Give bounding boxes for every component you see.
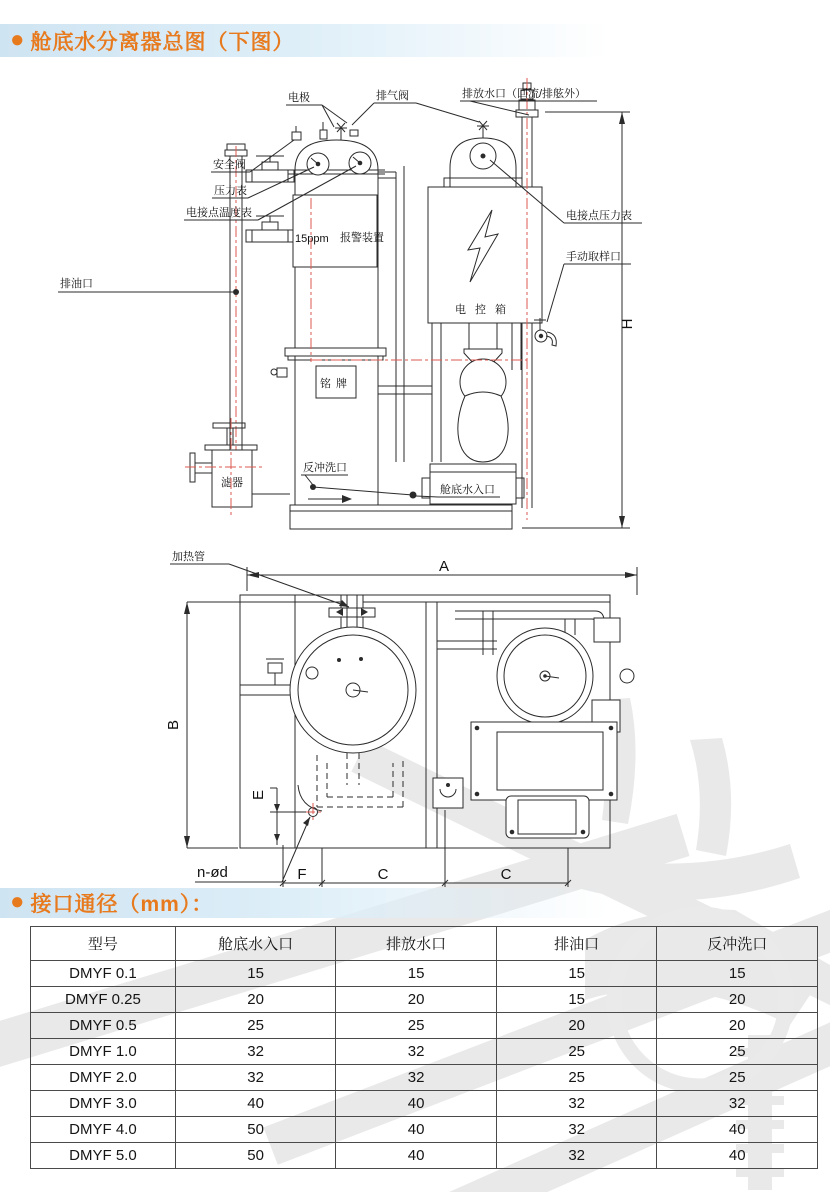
backwash-label: 反冲洗口 bbox=[303, 462, 347, 474]
cell-model: DMYF 0.1 bbox=[31, 961, 176, 987]
cell-discharge: 32 bbox=[336, 1065, 497, 1091]
cell-bilge-inlet: 32 bbox=[175, 1039, 336, 1065]
cell-oil-drain: 32 bbox=[496, 1091, 657, 1117]
cell-backwash: 20 bbox=[657, 987, 818, 1013]
port-table-body bbox=[31, 961, 818, 1169]
table-row bbox=[31, 987, 818, 1013]
control-box-label: 电控箱 bbox=[455, 304, 515, 316]
cell-model: DMYF 3.0 bbox=[31, 1091, 176, 1117]
cell-backwash: 25 bbox=[657, 1039, 818, 1065]
col-header-discharge: 排放水口 bbox=[336, 927, 497, 961]
heating-pipe-label: 加热管 bbox=[172, 551, 205, 563]
cell-bilge-inlet: 50 bbox=[175, 1117, 336, 1143]
cell-discharge: 32 bbox=[336, 1039, 497, 1065]
cell-model: DMYF 1.0 bbox=[31, 1039, 176, 1065]
cell-discharge: 20 bbox=[336, 987, 497, 1013]
plan-view-diagram bbox=[0, 545, 830, 890]
discharge-port-label: 排放水口（回流/排舷外） bbox=[462, 88, 587, 100]
oil-drain-label: 排油口 bbox=[60, 278, 93, 290]
cell-oil-drain: 32 bbox=[496, 1143, 657, 1169]
section-header-ports bbox=[0, 888, 640, 918]
cell-discharge: 15 bbox=[336, 961, 497, 987]
cell-discharge: 40 bbox=[336, 1143, 497, 1169]
cell-oil-drain: 32 bbox=[496, 1117, 657, 1143]
cell-oil-drain: 20 bbox=[496, 1013, 657, 1039]
ppm-alarm-value: 15ppm bbox=[295, 233, 329, 245]
cell-model: DMYF 5.0 bbox=[31, 1143, 176, 1169]
table-row bbox=[31, 1065, 818, 1091]
cell-discharge: 25 bbox=[336, 1013, 497, 1039]
manual-sampling-label: 手动取样口 bbox=[566, 251, 621, 263]
nameplate-label: 铭牌 bbox=[320, 378, 352, 390]
bullet-icon: ● bbox=[10, 25, 25, 53]
cell-oil-drain: 15 bbox=[496, 961, 657, 987]
table-row bbox=[31, 1117, 818, 1143]
vent-valve-label: 排气阀 bbox=[376, 90, 409, 102]
cell-oil-drain: 25 bbox=[496, 1065, 657, 1091]
table-row bbox=[31, 1091, 818, 1117]
pressure-gauge-label: 压力表 bbox=[214, 185, 247, 197]
bilge-inlet-label: 舱底水入口 bbox=[440, 484, 495, 496]
cell-backwash: 20 bbox=[657, 1013, 818, 1039]
dim-e-label: E bbox=[250, 789, 267, 801]
table-row bbox=[31, 1039, 818, 1065]
bullet-icon: ● bbox=[10, 888, 25, 915]
cell-backwash: 15 bbox=[657, 961, 818, 987]
col-header-model: 型号 bbox=[31, 927, 176, 961]
cell-oil-drain: 15 bbox=[496, 987, 657, 1013]
ppm-alarm-suffix: 报警装置 bbox=[340, 232, 384, 244]
dim-f-label: F bbox=[297, 866, 307, 883]
cell-oil-drain: 25 bbox=[496, 1039, 657, 1065]
cell-bilge-inlet: 40 bbox=[175, 1091, 336, 1117]
dim-h-label: H bbox=[619, 318, 636, 330]
section-header-overview bbox=[0, 24, 640, 57]
table-row bbox=[31, 1013, 818, 1039]
section-title-ports: 接口通径（mm）： bbox=[30, 893, 214, 916]
contact-pressure-gauge-label: 电接点压力表 bbox=[566, 210, 632, 222]
dim-c1-label: C bbox=[377, 866, 389, 883]
dim-a-label: A bbox=[438, 558, 450, 575]
dim-b-label: B bbox=[165, 719, 182, 731]
cell-bilge-inlet: 20 bbox=[175, 987, 336, 1013]
safety-valve-label: 安全阀 bbox=[213, 159, 246, 171]
section-title-overview: 舱底水分离器总图（下图） bbox=[30, 30, 295, 54]
electrode-label: 电极 bbox=[288, 92, 310, 104]
cell-model: DMYF 4.0 bbox=[31, 1117, 176, 1143]
bolt-hole-label: n-ød bbox=[197, 864, 228, 881]
cell-bilge-inlet: 15 bbox=[175, 961, 336, 987]
cell-bilge-inlet: 32 bbox=[175, 1065, 336, 1091]
table-row bbox=[31, 1143, 818, 1169]
col-header-oil-drain: 排油口 bbox=[496, 927, 657, 961]
cell-bilge-inlet: 50 bbox=[175, 1143, 336, 1169]
port-diameter-table bbox=[30, 926, 818, 1169]
cell-discharge: 40 bbox=[336, 1091, 497, 1117]
cell-model: DMYF 2.0 bbox=[31, 1065, 176, 1091]
cell-discharge: 40 bbox=[336, 1117, 497, 1143]
cell-model: DMYF 0.25 bbox=[31, 987, 176, 1013]
general-assembly-diagram bbox=[0, 70, 830, 545]
cell-backwash: 40 bbox=[657, 1117, 818, 1143]
cell-backwash: 40 bbox=[657, 1143, 818, 1169]
cell-model: DMYF 0.5 bbox=[31, 1013, 176, 1039]
dim-c2-label: C bbox=[500, 866, 512, 883]
cell-backwash: 32 bbox=[657, 1091, 818, 1117]
contact-thermometer-label: 电接点温度表 bbox=[186, 207, 252, 219]
filter-label: 滤器 bbox=[221, 477, 243, 489]
table-row bbox=[31, 961, 818, 987]
cell-backwash: 25 bbox=[657, 1065, 818, 1091]
col-header-backwash: 反冲洗口 bbox=[657, 927, 818, 961]
cell-bilge-inlet: 25 bbox=[175, 1013, 336, 1039]
table-header-row bbox=[31, 927, 818, 961]
col-header-bilge-inlet: 舱底水入口 bbox=[175, 927, 336, 961]
